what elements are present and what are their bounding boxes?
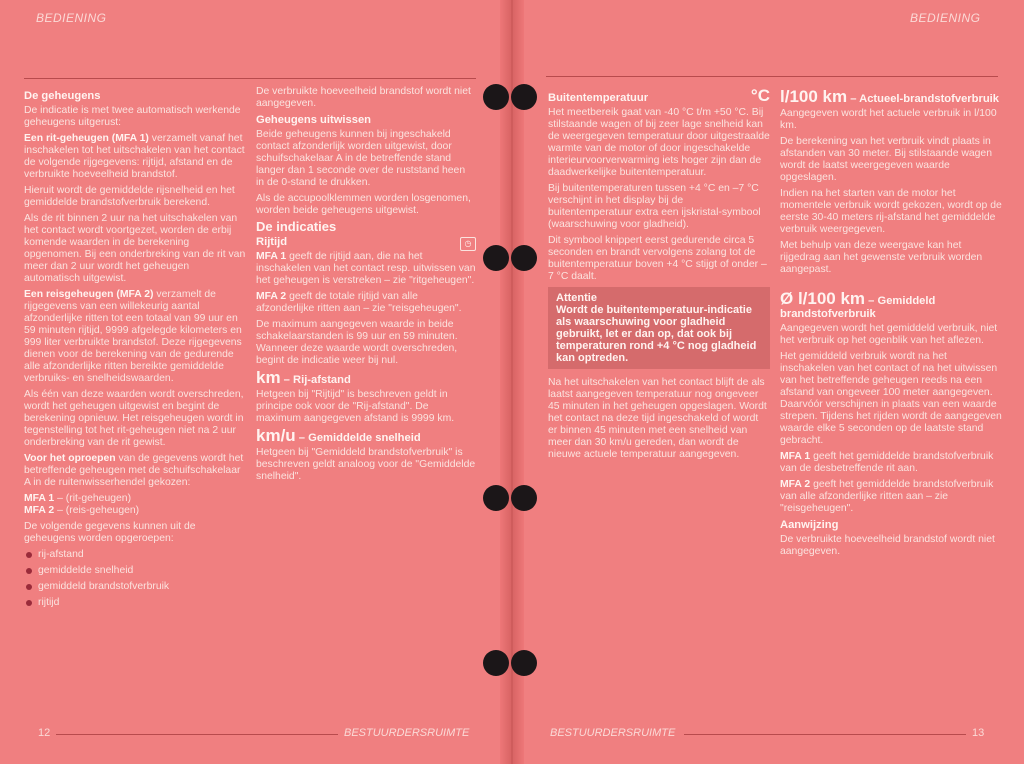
binding-hole <box>511 84 537 110</box>
list-item: gemiddelde snelheid <box>24 565 246 577</box>
left-column-1 <box>24 88 246 614</box>
paragraph: MFA 1 geeft de rijtijd aan, die na het inschakelen van het contact resp. uitwissen van het geheugen is verstreken – zie "ritgeheugen". <box>256 251 476 286</box>
binding-hole <box>483 84 509 110</box>
subtitle-uitwissen: Geheugens uitwissen <box>256 114 372 126</box>
paragraph: Het gemiddeld verbruik wordt na het inschakelen van het contact of na het uitwissen van het betreffende geheugen reeds na een afstand van ongeveer 100 meter aangegeven. Daarvóór verschijnen in plaats van een waarde strepen. Tijdens het rijden wordt de aangegeven waarde elke 5 seconden op de laatste stand gebracht. <box>780 351 1002 446</box>
subtitle-gemiddeld-verbruik: Ø l/100 km – Gemiddeld brandstofverbruik <box>780 289 936 320</box>
paragraph: Beide geheugens kunnen bij ingeschakeld contact afzonderlijk worden uitgewist, door schuifschakelaar A in de betreffende stand langer dan 1 seconde over de ruststand heen in de 0-stand te drukken. <box>256 129 466 188</box>
right-footer-rule <box>684 734 966 735</box>
subtitle-buitentemperatuur: Buitentemperatuur °C <box>548 86 770 105</box>
paragraph: MFA 2 geeft het gemiddelde brandstofverbruik van alle afzonderlijke ritten aan – zie "reisgeheugen". <box>780 479 994 514</box>
binding-hole <box>483 650 509 676</box>
bullet-list <box>24 549 246 609</box>
paragraph: Aangegeven wordt het gemiddeld verbruik, niet het verbruik op het ogenblik van het aflezen. <box>780 323 998 346</box>
left-footer-rule <box>56 734 338 735</box>
paragraph: De verbruikte hoeveelheid brandstof wordt niet aangegeven. <box>780 534 995 557</box>
paragraph: Als de accupoolklemmen worden losgenomen, worden beide geheugens uitgewist. <box>256 193 471 216</box>
paragraph: Met behulp van deze weergave kan het rijgedrag aan het gewenste verbruik worden aangepast. <box>780 240 983 275</box>
rit-geheugen-paragraph: Een rit-geheugen (MFA 1) verzamelt vanaf het inschakelen tot het uitschakelen van het contact de volgende rijgegevens: rijtijd, afstand en de verbruikte hoeveelheid brandstof. <box>24 133 245 180</box>
right-column-2 <box>780 88 1002 562</box>
paragraph: Aangegeven wordt het actuele verbruik in l/100 km. <box>780 108 997 131</box>
left-page-header: BEDIENING <box>36 11 107 25</box>
right-page-number: 13 <box>972 727 985 739</box>
paragraph: Hetgeen bij "Gemiddeld brandstofverbruik" is beschreven geldt analoog voor de "Gemiddelde snelheid". <box>256 447 476 482</box>
paragraph: Hetgeen bij "Rijtijd" is beschreven geldt in principe ook voor de "Rij-afstand". De maximum aangegeven afstand is 9999 km. <box>256 389 455 424</box>
section-title-indicaties: De indicaties <box>256 219 337 234</box>
subtitle-rijtijd: Rijtijd ◷ <box>256 236 476 249</box>
paragraph: Bij buitentemperaturen tussen +4 °C en –7 °C verschijnt in het display bij de buitentemperatuur extra een ijskristal-symbool (waarschuwing voor gladheid). <box>548 183 761 230</box>
paragraph: De verbruikte hoeveelheid brandstof wordt niet aangegeven. <box>256 86 471 109</box>
binding-hole <box>511 650 537 676</box>
paragraph: De volgende gegevens kunnen uit de geheugens worden opgeroepen: <box>24 521 196 544</box>
subtitle-actueel-verbruik: l/100 km – Actueel-brandstofverbruik <box>780 87 1000 106</box>
left-top-rule <box>24 78 476 79</box>
list-item: rij-afstand <box>24 549 246 561</box>
right-page-footer: BESTUURDERSRUIMTE <box>550 727 676 739</box>
intro-text: De indicatie is met twee automatisch werkende geheugens uitgerust: <box>24 105 241 128</box>
attention-text: Wordt de buitentemperatuur-indicatie als waarschuwing voor gladheid gebruikt, let er dan op, dat ook bij temperaturen rond +4 °C nog gladheid kan optreden. <box>556 304 757 364</box>
oproepen-paragraph: Voor het oproepen van de gegevens wordt het betreffende geheugen met de schuifschakelaar A in de ruitenwisserhendel gekozen: <box>24 453 244 488</box>
subtitle-rij-afstand: km – Rij-afstand <box>256 368 351 387</box>
right-page-header: BEDIENING <box>910 11 981 25</box>
right-top-rule <box>546 76 998 77</box>
left-page-number: 12 <box>38 727 51 739</box>
subtitle-gemiddelde-snelheid: km/u – Gemiddelde snelheid <box>256 426 421 445</box>
binding-hole <box>511 245 537 271</box>
attention-title: Attentie <box>556 292 597 304</box>
right-column-1 <box>548 88 770 465</box>
mfa1-line: MFA 1 – (rit-geheugen) <box>24 493 132 504</box>
paragraph: De berekening van het verbruik vindt plaats in afstanden van 30 meter. Bij stilstaande wagen wordt de laatst weergegeven waarde opgeslagen. <box>780 136 992 183</box>
mfa2-line: MFA 2 – (reis-geheugen) <box>24 505 140 516</box>
paragraph: Als de rit binnen 2 uur na het uitschakelen van het contact wordt voortgezet, worden de erbij komende waarden in de berekening opgenomen. Bij een onderbreking van de rit van meer dan 2 uur wordt het geheugen automatisch uitgewist. <box>24 213 246 284</box>
paragraph: Indien na het starten van de motor het momentele verbruik wordt gekozen, wordt op de eerste 30-40 meters rij-afstand het gemiddelde verbruik weergegeven. <box>780 188 1002 235</box>
paragraph: MFA 2 geeft de totale rijtijd van alle afzonderlijke ritten aan – zie "reisgeheugen". <box>256 291 462 314</box>
paragraph: Hieruit wordt de gemiddelde rijsnelheid en het gemiddelde brandstofverbruik berekend. <box>24 185 235 208</box>
clock-icon: ◷ <box>460 237 476 251</box>
paragraph: Het meetbereik gaat van -40 °C t/m +50 °C. Bij stilstaande wagen of bij zeer lage snelheid kan de weergegeven temperatuur door uitgestraalde warmte van de motor of door ingeschakelde interieurvoorverwarming iets hoger zijn dan de daadwerkelijke buitentemperatuur. <box>548 107 770 178</box>
left-column-2 <box>256 86 476 487</box>
paragraph: Na het uitschakelen van het contact blijft de als laatst aangegeven temperatuur nog ongeveer 45 minuten in het geheugen opgeslagen. Wordt het contact na deze tijd ingeschakeld of wordt er binnen 45 minuten met een snelheid van meer dan 30 km/u gereden, dan wordt de nieuwe actuele temperatuur aangegeven. <box>548 377 767 460</box>
paragraph: Dit symbool knippert eerst gedurende circa 5 seconden en brandt vervolgens zolang tot de buitentemperatuur boven +4 °C stijgt of onder –7 °C daalt. <box>548 235 767 282</box>
binding-hole <box>511 485 537 511</box>
paragraph: MFA 1 geeft het gemiddelde brandstofverbruik van de desbetreffende rit aan. <box>780 451 994 474</box>
list-item: gemiddeld brandstofverbruik <box>24 581 246 593</box>
reisgeheugen-paragraph: Een reisgeheugen (MFA 2) verzamelt de rijgegevens van een willekeurig aantal afzonderlijke ritten tot een totaal van 99 uur en 59 minuten rijtijd, 9999 afgelegde kilometers en 999 liter verbruikte brandstof. Deze rijgegevens dienen voor de berekening van de gedurende alle afzonderlijke ritten bereikte gemiddelde verbruiks- en snelheidswaarden. <box>24 289 242 384</box>
left-page-footer: BESTUURDERSRUIMTE <box>344 727 470 739</box>
paragraph: Als één van deze waarden wordt overschreden, wordt het geheugen uitgewist en begint de berekening opnieuw. Het reisgeheugen wordt in tegenstelling tot het rit-geheugen niet na 2 uur onderbreking van de rit gewist. <box>24 389 244 448</box>
binding-hole <box>483 245 509 271</box>
paragraph: De maximum aangegeven waarde in beide schakelaarstanden is 99 uur en 59 minuten. Wanneer deze waarde wordt overschreden, begint de indicatie weer bij nul. <box>256 319 458 366</box>
binding-hole <box>483 485 509 511</box>
section-title-geheugens: De geheugens <box>24 90 101 102</box>
subtitle-aanwijzing: Aanwijzing <box>780 519 839 531</box>
list-item: rijtijd <box>24 597 246 609</box>
attention-box <box>548 287 770 369</box>
